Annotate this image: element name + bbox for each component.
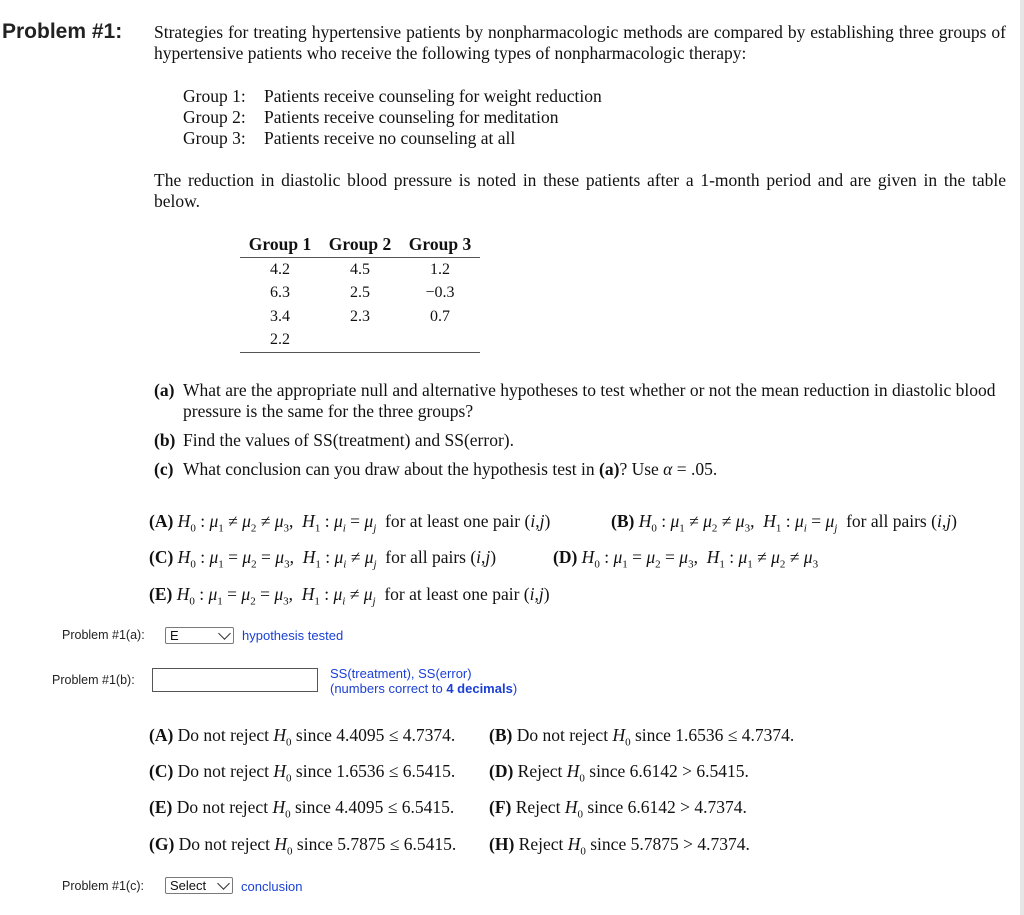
conclusion-option: (B) Do not reject $H_0$ since 1.6536 ≤ 4.7374. xyxy=(489,725,795,749)
conclusion-option: (H) Reject $H_0$ since 5.7875 > 4.7374. xyxy=(489,834,750,858)
group-item: Group 3: Patients receive no counseling at all xyxy=(183,128,516,148)
chevron-down-icon xyxy=(218,627,231,640)
conclusion-option: (A) Do not reject $H_0$ since 4.4095 ≤ 4.7374. xyxy=(149,725,456,749)
data-table xyxy=(240,234,480,353)
conclusion-option: (D) Reject $H_0$ since 6.6142 > 6.5415. xyxy=(489,761,749,785)
answer-a-label: Problem #1(a): xyxy=(62,628,145,642)
conclusion-option: (G) Do not reject $H_0$ since 5.7875 ≤ 6.5415. xyxy=(149,834,457,858)
hypothesis-option-e: (E) $H_0$ : $\mu_1 = \mu_2 = \mu_3$, $H_1$ : $\mu_i \ne \mu_j$ for at least one pair (i,j) xyxy=(149,584,550,608)
answer-c-label: Problem #1(c): xyxy=(62,879,144,893)
table-intro: The reduction in diastolic blood pressure is noted in these patients after a 1-month period and are given in the table below. xyxy=(154,170,1006,211)
problem-title: Problem #1: xyxy=(2,20,123,43)
group-item: Group 2: Patients receive counseling for meditation xyxy=(183,107,559,127)
conclusion-option: (E) Do not reject $H_0$ since 4.4095 ≤ 6.5415. xyxy=(149,797,455,821)
chevron-down-icon xyxy=(217,877,230,890)
conclusion-hint: conclusion xyxy=(241,879,303,894)
conclusion-select[interactable]: Select xyxy=(165,877,233,894)
group-item: Group 1: Patients receive counseling for weight reduction xyxy=(183,86,602,106)
hypothesis-option-b: (B) $H_0$ : $\mu_1 \ne \mu_2 \ne \mu_3$, $H_1$ : $\mu_i = \mu_j$ for all pairs (i,j) xyxy=(611,511,957,535)
problem-intro: Strategies for treating hypertensive patients by nonpharmacologic methods are compared by establishing three groups of hypertensive patients who receive the following types of nonpharmacologic therapy: xyxy=(154,22,1006,63)
hypothesis-option-c: (C) $H_0$ : $\mu_1 = \mu_2 = \mu_3$, $H_1$ : $\mu_i \ne \mu_j$ for all pairs (i,j) xyxy=(149,547,497,571)
data-table-wrap xyxy=(240,234,480,353)
hypothesis-hint: hypothesis tested xyxy=(242,628,344,643)
table-row: 3.4 2.3 0.7 xyxy=(270,307,450,325)
group-list xyxy=(183,86,602,149)
table-row: 6.3 2.5 −0.3 xyxy=(270,284,455,302)
question-b: (b) Find the values of SS(treatment) and SS(error). xyxy=(154,430,514,450)
table-header: Group 2 xyxy=(320,234,400,258)
question-c: (c) What conclusion can you draw about the hypothesis test in (a)? Use α = .05. xyxy=(154,459,718,479)
table-row: 4.2 4.5 1.2 xyxy=(270,260,450,278)
ss-hint: SS(treatment), SS(error) (numbers correct to 4 decimals) xyxy=(330,666,518,696)
answer-b-label: Problem #1(b): xyxy=(52,673,135,687)
table-row: 2.2 xyxy=(240,329,480,353)
table-header: Group 3 xyxy=(400,234,480,258)
hypothesis-option-a: (A) $H_0$ : $\mu_1 \ne \mu_2 \ne \mu_3$, $H_1$ : $\mu_i = \mu_j$ for at least one pair (i,j) xyxy=(149,511,551,535)
conclusion-option: (C) Do not reject $H_0$ since 1.6536 ≤ 6.5415. xyxy=(149,761,456,785)
ss-answer-input[interactable] xyxy=(152,668,318,692)
hypothesis-select[interactable]: E xyxy=(165,627,234,644)
question-a: (a) What are the appropriate null and alternative hypotheses to test whether or not the mean reduction in diastolic blood pressure is the same for the three groups? xyxy=(154,380,996,421)
hypothesis-option-d: (D) $H_0$ : $\mu_1 = \mu_2 = \mu_3$, $H_1$ : $\mu_1 \ne \mu_2 \ne \mu_3$ xyxy=(553,547,819,571)
conclusion-option: (F) Reject $H_0$ since 6.6142 > 4.7374. xyxy=(489,797,747,821)
scrollbar[interactable] xyxy=(1020,0,1024,915)
table-header: Group 1 xyxy=(240,234,320,258)
